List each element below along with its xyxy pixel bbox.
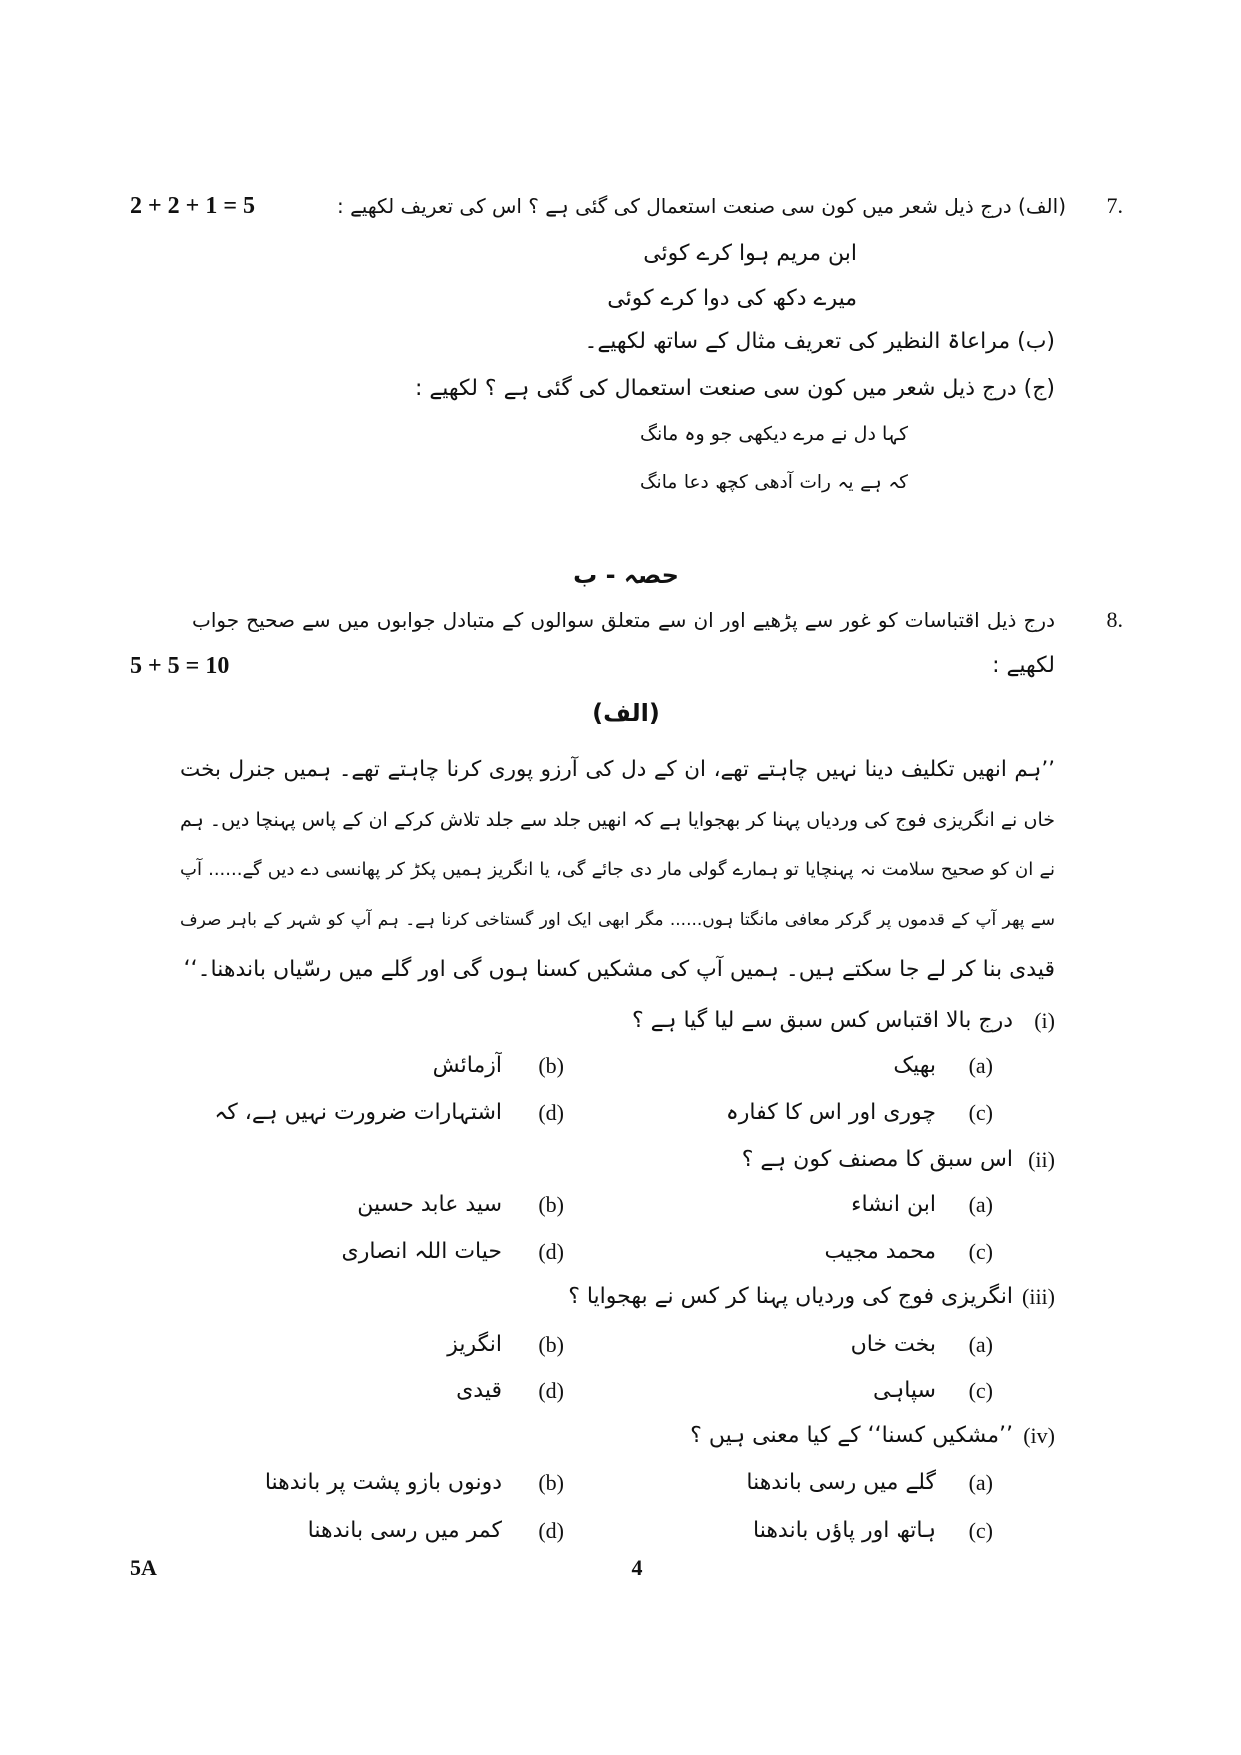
option-label: (b) [538,1192,564,1217]
passage-line: قیدی بنا کر لے جا سکتے ہیں۔ ہمیں آپ کی مشکیں کسنا ہوں گی اور گلے میں رسّیاں باندھنا۔‘‘ [183,957,1055,982]
q8-number: 8. [1106,607,1123,632]
section-heading: حصہ - ب [573,561,679,589]
question-number: (iv) [1023,1423,1055,1448]
option-label: (c) [968,1518,993,1543]
option-label: (a) [968,1332,993,1357]
option-text: ابن انشاء [851,1192,936,1217]
option-text: کمر میں رسی باندھنا [307,1518,502,1543]
option-text: بھیک [893,1053,936,1078]
option-label: (d) [538,1100,564,1125]
paper-code: 5A [130,1555,157,1580]
q7-part-a-verse-line: ابن مریم ہوا کرے کوئی [643,241,857,266]
q7-number: 7. [1106,193,1123,218]
q8-part-label: (الف) [592,699,660,727]
q7-part-c-verse-line: کہا دل نے مرے دیکھی جو وہ مانگ [640,423,908,445]
q7-part-c-label: (ج) [1023,376,1055,401]
option-label: (d) [538,1378,564,1403]
option-label: (d) [538,1239,564,1264]
q7-part-b-label: (ب) [1017,329,1055,354]
option-label: (c) [968,1239,993,1264]
option-text: اشتہارات ضرورت نہیں ہے، کہ [214,1100,502,1125]
passage-line: خاں نے انگریزی فوج کی وردیاں پہنا کر بھجوایا ہے کہ انھیں جلد سے جلد تلاش کرکے ان کے پاس پہنچا دیں۔ ہم [180,809,1055,831]
option-label: (c) [968,1378,993,1403]
question-text: درج بالا اقتباس کس سبق سے لیا گیا ہے ؟ [632,1008,1013,1033]
option-text: محمد مجیب [824,1239,936,1264]
question-text: انگریزی فوج کی وردیاں پہنا کر کس نے بھجوایا ؟ [568,1284,1013,1309]
option-text: سید عابد حسین [357,1192,502,1217]
q7-part-c-verse-line: کہ ہے یہ رات آدھی کچھ دعا مانگ [640,472,908,493]
option-text: دونوں بازو پشت پر باندھنا [264,1470,502,1495]
q7-marks: 2 + 2 + 1 = 5 [130,193,256,219]
question-text: اس سبق کا مصنف کون ہے ؟ [741,1147,1013,1172]
option-text: سپاہی [872,1378,936,1403]
question-number: (i) [1034,1008,1055,1033]
option-text: حیات اللہ انصاری [341,1239,502,1264]
option-label: (b) [538,1470,564,1495]
q7-part-a-line [336,186,1066,226]
q7-part-c-text: درج ذیل شعر میں کون سی صنعت استعمال کی گئی ہے ؟ لکھیے : [414,376,1017,401]
question-number: (ii) [1028,1147,1055,1172]
option-text: قیدی [456,1378,502,1403]
option-text: ہاتھ اور پاؤں باندھنا [752,1518,936,1543]
q7-part-a-text: درج ذیل شعر میں کون سی صنعت استعمال کی گئی ہے ؟ اس کی تعریف لکھیے : [336,194,1012,218]
option-label: (a) [968,1192,993,1217]
option-text: انگریز [447,1332,502,1357]
option-text: گلے میں رسی باندھنا [746,1470,936,1495]
q7-part-b-text: مراعاۃ النظیر کی تعریف مثال کے ساتھ لکھیے۔ [584,329,1011,354]
q8-instruction-line: درج ذیل اقتباسات کو غور سے پڑھیے اور ان سے متعلق سوالوں کے متبادل جوابوں میں سے صحیح جواب [192,608,1055,632]
q7-part-a-label: (الف) [1018,194,1066,218]
page-number: 4 [631,1555,643,1580]
q7-part-b-line [355,322,1055,362]
option-label: (b) [538,1053,564,1078]
passage-line: نے ان کو صحیح سلامت نہ پہنچایا تو ہمارے گولی مار دی جائے گی، یا انگریز ہمیں پکڑ کر پھانسی دے دیں گے...... آپ [180,859,1055,880]
q8-marks: 5 + 5 = 10 [130,653,230,679]
option-label: (b) [538,1332,564,1357]
option-label: (a) [968,1470,993,1495]
question-text: ’’مشکیں کسنا‘‘ کے کیا معنی ہیں ؟ [690,1423,1013,1448]
option-label: (d) [538,1518,564,1543]
passage-line: سے پھر آپ کے قدموں پر گرکر معافی مانگتا ہوں...... مگر ابھی ایک اور گستاخی کرنا ہے۔ ہم آپ کو شہر کے باہر صرف [180,910,1055,930]
q8-instruction-line: لکھیے : [992,653,1055,678]
option-text: چوری اور اس کا کفارہ [725,1100,936,1125]
option-text: بخت خاں [850,1332,936,1357]
option-text: آزمائش [432,1053,502,1078]
option-label: (c) [968,1100,993,1125]
passage-line: ’’ہم انھیں تکلیف دینا نہیں چاہتے تھے، ان کے دل کی آرزو پوری کرنا چاہتے تھے۔ ہمیں جنرل بخت [180,757,1055,782]
q7-part-c-line [355,369,1055,409]
question-number: (iii) [1022,1284,1055,1309]
q7-part-a-verse-line: میرے دکھ کی دوا کرے کوئی [607,286,857,311]
option-label: (a) [968,1053,993,1078]
